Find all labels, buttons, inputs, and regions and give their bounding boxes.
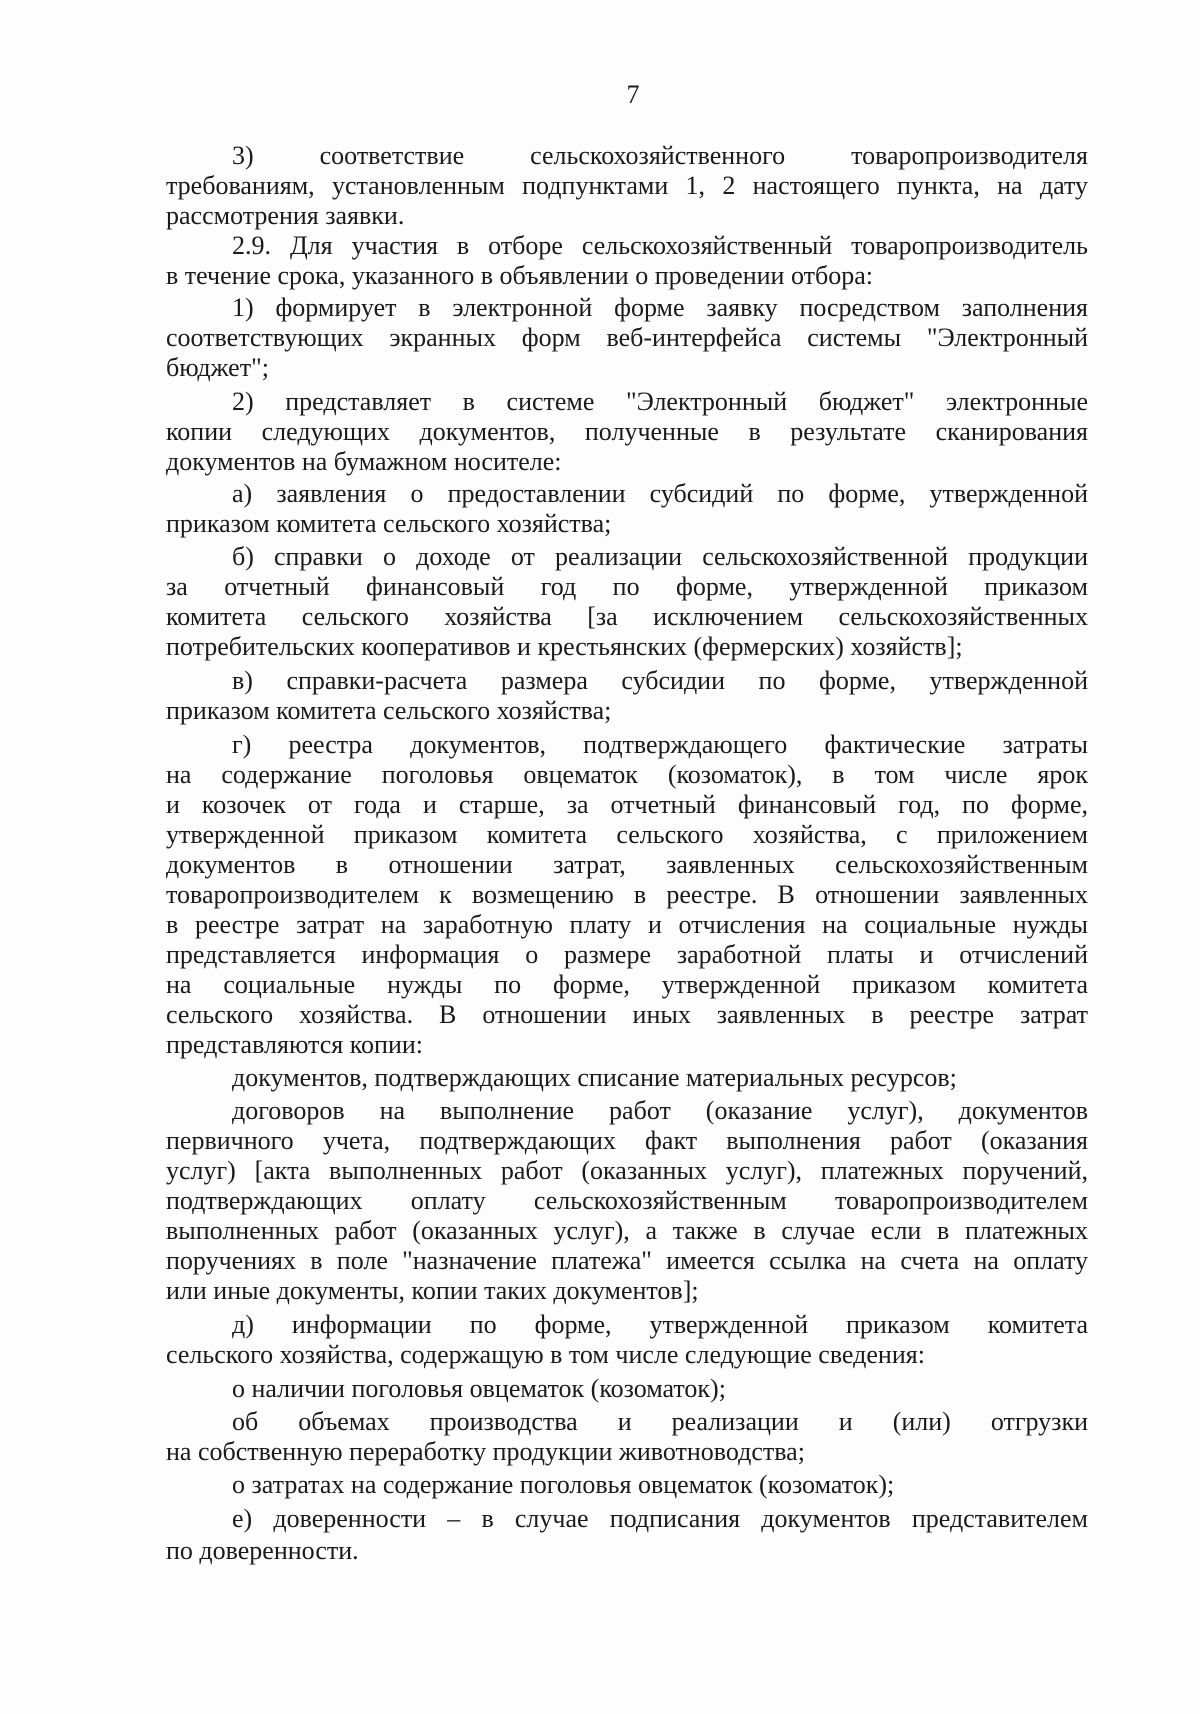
text-line: 2) представляет в системе "Электронный бюджет" электронные [232, 387, 1088, 416]
text-line: утвержденной приказом комитета сельского хозяйства, с приложением [166, 820, 1088, 849]
text-line: сельского хозяйства, содержащую в том числе следующие сведения: [166, 1340, 925, 1369]
text-line: документов в отношении затрат, заявленных сельскохозяйственным [166, 850, 1088, 879]
text-line: поручениях в поле "назначение платежа" имеется ссылка на счета на оплату [166, 1246, 1088, 1275]
text-line: и козочек от года и старше, за отчетный финансовый год, по форме, [166, 790, 1088, 819]
text-line: представляются копии: [166, 1030, 424, 1059]
text-line: комитета сельского хозяйства [за исключением сельскохозяйственных [166, 602, 1088, 631]
text-line: 1) формирует в электронной форме заявку посредством заполнения [232, 293, 1088, 322]
text-line: соответствующих экранных форм веб-интерфейса системы "Электронный [166, 323, 1088, 352]
text-line: 3) соответствие сельскохозяйственного товаропроизводителя [232, 141, 1088, 170]
text-line: сельского хозяйства. В отношении иных заявленных в реестре затрат [166, 1000, 1088, 1029]
text-line: по доверенности. [166, 1536, 359, 1565]
text-line: товаропроизводителем к возмещению в реестре. В отношении заявленных [166, 880, 1088, 909]
text-line: потребительских кооперативов и крестьянских (фермерских) хозяйств]; [166, 632, 963, 661]
text-line: копии следующих документов, полученные в результате сканирования [166, 417, 1088, 446]
text-line: документов, подтверждающих списание материальных ресурсов; [232, 1063, 957, 1092]
text-line: выполненных работ (оказанных услуг), а также в случае если в платежных [166, 1216, 1088, 1245]
text-line: в реестре затрат на заработную плату и отчисления на социальные нужды [166, 910, 1088, 939]
text-line: подтверждающих оплату сельскохозяйственным товаропроизводителем [166, 1186, 1088, 1215]
text-line: на содержание поголовья овцематок (козоматок), в том числе ярок [166, 760, 1088, 789]
text-line: или иные документы, копии таких документов]; [166, 1276, 699, 1305]
text-line: г) реестра документов, подтверждающего фактические затраты [232, 730, 1088, 759]
text-line: на социальные нужды по форме, утвержденной приказом комитета [166, 970, 1088, 999]
text-line: об объемах производства и реализации и (или) отгрузки [232, 1407, 1088, 1436]
text-line: д) информации по форме, утвержденной приказом комитета [232, 1310, 1088, 1339]
text-line: бюджет"; [166, 353, 269, 382]
text-line: о наличии поголовья овцематок (козоматок); [232, 1374, 726, 1403]
text-line: требованиям, установленным подпунктами 1, 2 настоящего пункта, на дату [166, 171, 1088, 200]
text-line: приказом комитета сельского хозяйства; [166, 509, 612, 538]
text-line: представляется информация о размере заработной платы и отчислений [166, 940, 1088, 969]
text-line: о затратах на содержание поголовья овцематок (козоматок); [232, 1470, 895, 1499]
text-line: договоров на выполнение работ (оказание услуг), документов [232, 1096, 1088, 1125]
text-line: услуг) [акта выполненных работ (оказанных услуг), платежных поручений, [166, 1156, 1088, 1185]
text-line: в течение срока, указанного в объявлении о проведении отбора: [166, 261, 873, 290]
text-line: в) справки-расчета размера субсидии по форме, утвержденной [232, 666, 1088, 695]
text-line: б) справки о доходе от реализации сельскохозяйственной продукции [232, 542, 1088, 571]
text-line: документов на бумажном носителе: [166, 447, 562, 476]
text-line: на собственную переработку продукции животноводства; [166, 1437, 805, 1466]
text-line: е) доверенности – в случае подписания документов представителем [232, 1504, 1088, 1533]
text-line: первичного учета, подтверждающих факт выполнения работ (оказания [166, 1126, 1088, 1155]
text-line: рассмотрения заявки. [166, 201, 405, 230]
text-line: за отчетный финансовый год по форме, утвержденной приказом [166, 572, 1088, 601]
text-line: приказом комитета сельского хозяйства; [166, 696, 612, 725]
page-number: 7 [626, 80, 640, 109]
text-line: а) заявления о предоставлении субсидий по форме, утвержденной [232, 479, 1088, 508]
text-line: 2.9. Для участия в отборе сельскохозяйственный товаропроизводитель [232, 231, 1088, 260]
